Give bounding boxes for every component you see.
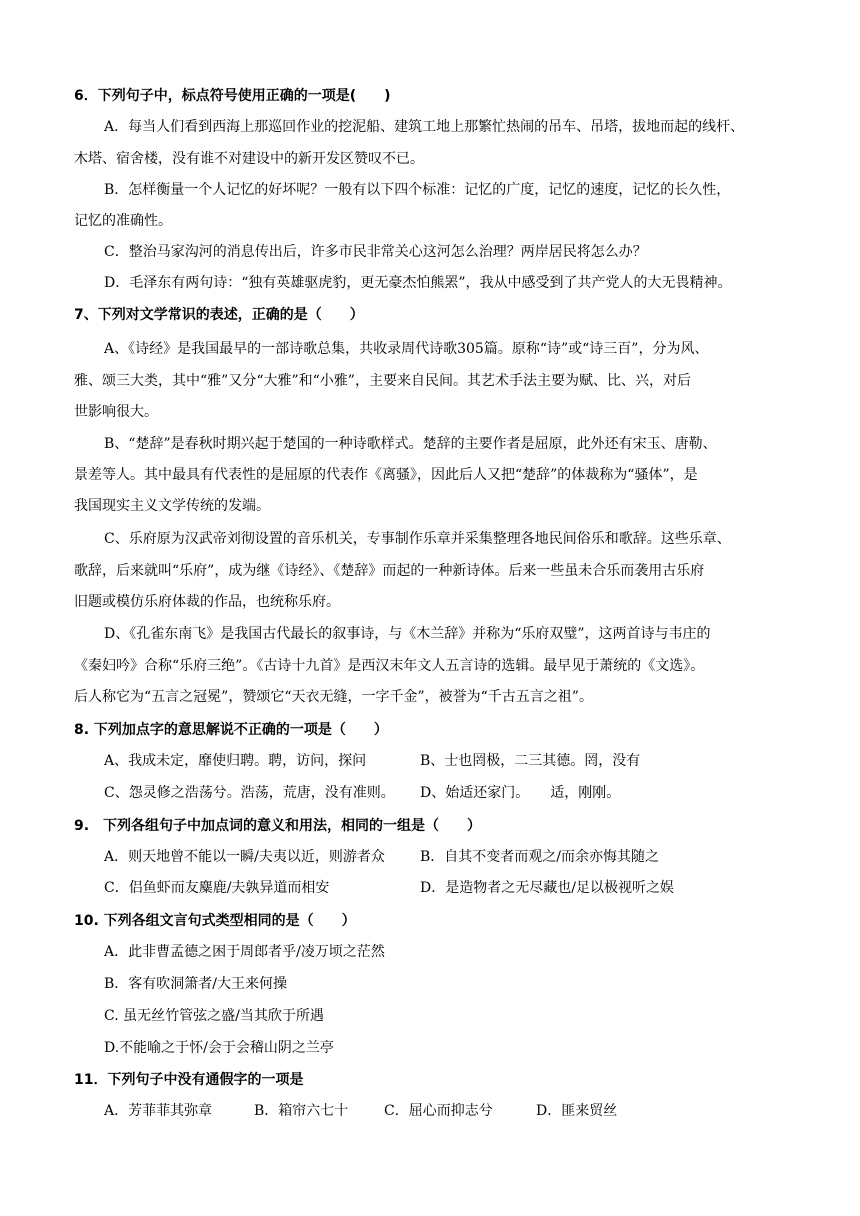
q8-option-d: D、始适还家门。 适，刚刚。 <box>420 785 621 801</box>
question-6-stem: 6．下列句子中，标点符号使用正确的一项是( ) <box>74 88 391 104</box>
q8-option-a: A、我成未定，靡使归聘。聘，访问，探问 <box>104 753 367 769</box>
q6-option-d: D．毛泽东有两句诗：“独有英雄驱虎豹，更无豪杰怕熊罴”，我从中感受到了共产党人的大无畏精神。 <box>104 275 732 291</box>
question-9-stem: 9. 下列各组句子中加点词的意义和用法，相同的一组是（ ） <box>74 818 482 834</box>
q6-option-a-line-1: A．每当人们看到西海上那巡回作业的挖泥船、建筑工地上那繁忙热闹的吊车、吊塔，拔地而起的线杆、 <box>104 119 745 135</box>
q7-option-b-line-3: 我国现实主义文学传统的发端。 <box>74 498 270 514</box>
q11-option-d: D．匪来贸丝 <box>536 1103 618 1119</box>
q6-option-b-line-1: B．怎样衡量一个人记忆的好坏呢？一般有以下四个标准：记忆的广度，记忆的速度，记忆的长久性， <box>104 182 731 198</box>
q11-option-c: C．屈心而抑志兮 <box>384 1103 493 1119</box>
q9-option-c: C．侣鱼虾而友麋鹿/夫孰异道而相安 <box>104 880 330 896</box>
q7-option-d-line-1: D、《孔雀东南飞》是我国古代最长的叙事诗，与《木兰辞》并称为“乐府双璧”，这两首诗与韦庄的 <box>104 626 711 642</box>
q8-option-c: C、怨灵修之浩荡兮。浩荡，荒唐，没有准则。 <box>104 785 395 801</box>
q10-option-b: B．客有吹洞箫者/大王来何操 <box>104 976 288 992</box>
q9-option-d: D．是造物者之无尽藏也/足以极视听之娱 <box>420 880 674 896</box>
question-11-stem: 11．下列句子中没有通假字的一项是 <box>74 1072 304 1088</box>
q6-option-a-line-2: 木塔、宿舍楼，没有谁不对建设中的新开发区赞叹不已。 <box>74 151 424 167</box>
q11-option-a: A．芳菲菲其弥章 <box>104 1103 213 1119</box>
q7-option-b-line-1: B、“楚辞”是春秋时期兴起于楚国的一种诗歌样式。楚辞的主要作者是屈原，此外还有宋玉、唐勒、 <box>104 436 717 452</box>
q7-option-c-line-1: C、乐府原为汉武帝刘彻设置的音乐机关，专事制作乐章并采集整理各地民间俗乐和歌辞。这些乐章、 <box>104 531 731 547</box>
question-10-stem: 10. 下列各组文言句式类型相同的是（ ） <box>74 913 356 929</box>
q7-option-c-line-2: 歌辞，后来就叫“乐府”，成为继《诗经》、《楚辞》而起的一种新诗体。后来一些虽未合乐而袭用古乐府 <box>74 563 705 579</box>
question-8-stem: 8. 下列加点字的意思解说不正确的一项是（ ） <box>74 722 388 738</box>
q8-option-b: B、士也罔极，二三其德。罔，没有 <box>420 753 641 769</box>
q7-option-a-line-1: A、《诗经》是我国最早的一部诗歌总集，共收录周代诗歌305篇。原称“诗”或“诗三百”，分为风、 <box>104 341 709 357</box>
q9-option-b: B．自其不变者而观之/而余亦悔其随之 <box>420 849 660 865</box>
q10-option-a: A．此非曹孟德之困于周郎者乎/凌万顷之茫然 <box>104 944 385 960</box>
q7-option-d-line-3: 后人称它为“五言之冠冕”，赞颂它“天衣无缝，一字千金”，被誉为“千古五言之祖”。 <box>74 689 593 705</box>
q7-option-a-line-2: 雅、颂三大类，其中“雅”又分“大雅”和“小雅”，主要来自民间。其艺术手法主要为赋、比、兴，对后 <box>74 373 691 389</box>
q6-option-b-line-2: 记忆的准确性。 <box>74 213 172 229</box>
q10-option-d: D.不能喻之于怀/会于会稽山阴之兰亭 <box>104 1040 334 1056</box>
q7-option-a-line-3: 世影响很大。 <box>74 404 158 420</box>
q7-option-d-line-2: 《秦妇吟》合称“乐府三绝”。《古诗十九首》是西汉末年文人五言诗的选辑。最早见于萧统的《文选》。 <box>74 658 705 674</box>
q6-option-c: C．整治马家沟河的消息传出后，许多市民非常关心这河怎么治理？两岸居民将怎么办？ <box>104 244 647 260</box>
q10-option-c: C. 虽无丝竹管弦之盛/当其欣于所遇 <box>104 1008 324 1024</box>
q7-option-c-line-3: 旧题或模仿乐府体裁的作品，也统称乐府。 <box>74 594 340 610</box>
q7-option-b-line-2: 景差等人。其中最具有代表性的是屈原的代表作《离骚》，因此后人又把“楚辞”的体裁称为“骚体”，是 <box>74 467 698 483</box>
q11-option-b: B．箱帘六七十 <box>254 1103 349 1119</box>
q9-option-a: A．则天地曾不能以一瞬/夫夷以近，则游者众 <box>104 849 385 865</box>
question-7-stem: 7、下列对文学常识的表述，正确的是（ ） <box>74 307 364 323</box>
